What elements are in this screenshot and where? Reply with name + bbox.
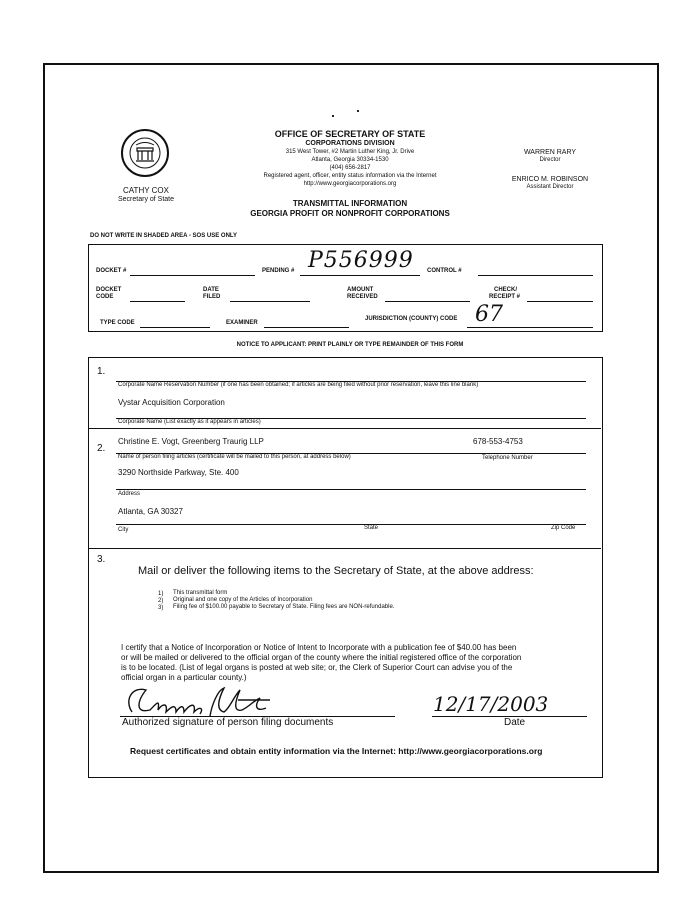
item-2-num: 2)	[158, 598, 164, 604]
date-filed-label-2: FILED	[203, 294, 221, 300]
office-address: 315 West Tower, #2 Martin Luther King, Jr. Drive	[285, 149, 415, 155]
date-filed-label-1: DATE	[203, 287, 219, 293]
director-name: WARREN RARY	[523, 149, 577, 156]
docket-code-label-2: CODE	[96, 294, 114, 300]
item-3-num: 3)	[158, 605, 164, 611]
docket-label: DOCKET #	[96, 268, 127, 274]
filer-name-label: Name of person filing articles (certificate will be mailed to this person, at address below)	[118, 454, 351, 460]
transmittal-subtitle: GEORGIA PROFIT OR NONPROFIT CORPORATIONS	[250, 209, 450, 218]
director-title: Director	[539, 157, 561, 163]
assistant-name: ENRICO M. ROBINSON	[511, 176, 589, 183]
footer-text: Request certificates and obtain entity information via the Internet: http://www.georgiacorporations.org	[130, 746, 543, 756]
reservation-label: Corporate Name Reservation Number (if one has been obtained; if articles are being filed without prior reservation, leave this line blank)	[118, 382, 479, 388]
filer-phone-value: 678-553-4753	[473, 437, 523, 446]
amount-label-2: RECEIVED	[347, 294, 378, 300]
item-2-text: Original and one copy of the Articles of Incorporation	[173, 597, 313, 603]
section3-number: 3.	[97, 554, 106, 565]
address-label: Address	[118, 491, 141, 497]
amount-label-1: AMOUNT	[347, 287, 374, 293]
office-city: Atlanta, Georgia 30334-1530	[311, 157, 389, 163]
item-1-text: This transmittal form	[173, 590, 228, 596]
certify-line-2: or will be mailed or delivered to the official organ of the county where the initial registered office of the corporation	[121, 653, 522, 662]
scan-speck	[357, 110, 359, 112]
zip-label: Zip Code	[551, 525, 576, 531]
certify-line-3: is to be located. (List of legal organs is posted at web site; or, the Clerk of Superior Court can advise you of the	[121, 663, 513, 672]
state-label: State	[364, 525, 379, 531]
jurisdiction-code: 67	[475, 302, 503, 327]
corporate-name-label: Corporate Name (List exactly as it appears in articles)	[118, 419, 261, 425]
notice-text: NOTICE TO APPLICANT: PRINT PLAINLY OR TYPE REMAINDER OF THIS FORM	[236, 342, 464, 348]
signature-label: Authorized signature of person filing documents	[122, 717, 334, 728]
mail-instructions: Mail or deliver the following items to the Secretary of State, at the above address:	[138, 565, 534, 577]
phone-label: Telephone Number	[482, 455, 533, 461]
section1-number: 1.	[97, 366, 106, 377]
examiner-label: EXAMINER	[226, 320, 258, 326]
division-title: CORPORATIONS DIVISION	[305, 140, 395, 147]
filer-name-value: Christine E. Vogt, Greenberg Traurig LLP	[118, 437, 264, 446]
docket-code-label-1: DOCKET	[96, 287, 122, 293]
city-label: City	[118, 527, 129, 533]
pending-label: PENDING #	[262, 268, 295, 274]
office-use-warning: DO NOT WRITE IN SHADED AREA - SOS USE ONLY	[90, 233, 238, 239]
date-value: 12/17/2003	[433, 692, 549, 716]
certify-line-1: I certify that a Notice of Incorporation or Notice of Intent to Incorporate with a publication fee of $40.00 has been	[121, 643, 517, 652]
section2-number: 2.	[97, 443, 106, 454]
pending-number: P556999	[308, 248, 414, 273]
transmittal-title: TRANSMITTAL INFORMATION	[292, 199, 408, 208]
secretary-title: Secretary of State	[117, 196, 175, 203]
address-value: 3290 Northside Parkway, Ste. 400	[118, 468, 239, 477]
item-3-text: Filing fee of $100.00 payable to Secretary of State. Filing fees are NON-refundable.	[173, 604, 395, 610]
type-code-label: TYPE CODE	[100, 320, 135, 326]
office-phone: (404) 656-2817	[329, 165, 371, 171]
corporate-name-value: Vystar Acquisition Corporation	[118, 398, 225, 407]
check-label-1: CHECK/	[494, 287, 518, 293]
city-value: Atlanta, GA 30327	[118, 507, 183, 516]
jurisdiction-label: JURISDICTION (COUNTY) CODE	[365, 316, 458, 322]
website: http://www.georgiacorporations.org	[303, 181, 397, 187]
office-title: OFFICE OF SECRETARY OF STATE	[274, 129, 426, 139]
info-line: Registered agent, officer, entity status information via the Internet	[263, 173, 437, 179]
secretary-name: CATHY COX	[123, 186, 169, 195]
scan-speck	[332, 115, 334, 117]
certify-line-4: official organ in a particular county.)	[121, 673, 247, 682]
assistant-title: Assistant Director	[526, 184, 574, 190]
date-label: Date	[504, 717, 526, 728]
item-1-num: 1)	[158, 591, 164, 597]
georgia-seal-icon	[120, 128, 170, 178]
check-label-2: RECEIPT #	[489, 294, 521, 300]
control-label: CONTROL #	[427, 268, 462, 274]
